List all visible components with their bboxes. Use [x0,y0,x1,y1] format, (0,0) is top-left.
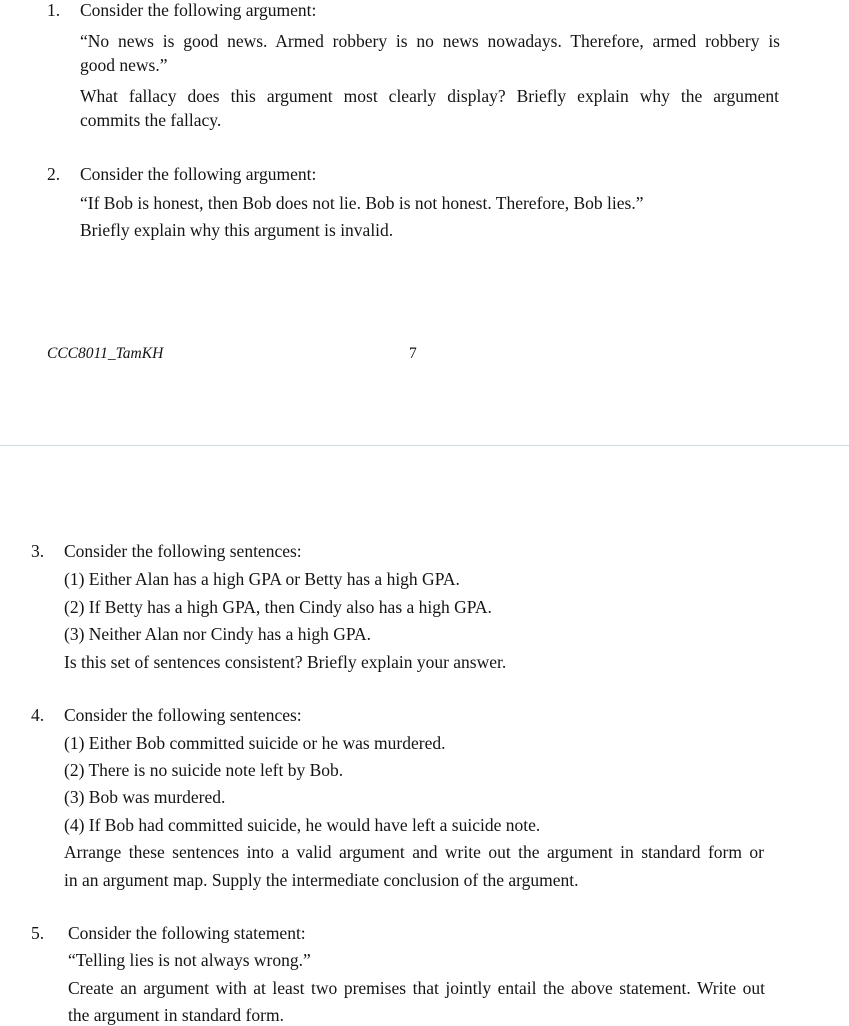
question-text-line: Briefly explain why this argument is invalid. [80,220,394,240]
question-text-line: Is this set of sentences consistent? Briefly explain your answer. [64,652,507,672]
page-number: 7 [409,345,417,362]
question-3 [31,541,791,681]
question-text-line: (2) There is no suicide note left by Bob. [64,760,344,780]
question-text-line: Consider the following argument: [80,164,317,184]
question-text-line: (1) Either Bob committed suicide or he was murdered. [64,733,446,753]
question-text-line: Consider the following statement: [68,923,306,943]
question-text-line: commits the fallacy. [80,110,222,130]
question-number: 4. [31,705,45,725]
question-text-line: What fallacy does this argument most clearly display? Briefly explain why the argument [80,86,779,106]
question-2 [47,164,787,244]
question-number: 3. [31,541,45,561]
question-number: 2. [47,164,61,184]
question-text-line: in an argument map. Supply the intermediate conclusion of the argument. [64,870,579,890]
question-text-line: Consider the following sentences: [64,705,302,725]
question-text-line: Consider the following sentences: [64,541,302,561]
question-text-line: the argument in standard form. [68,1005,284,1025]
question-text-line: (3) Neither Alan nor Cindy has a high GPA. [64,624,372,644]
question-text-line: (1) Either Alan has a high GPA or Betty has a high GPA. [64,569,460,589]
question-text-line: Consider the following argument: [80,0,317,20]
question-text-line: (2) If Betty has a high GPA, then Cindy also has a high GPA. [64,597,492,617]
question-4 [31,705,791,895]
question-text-line: “If Bob is honest, then Bob does not lie. Bob is not honest. Therefore, Bob lies.” [80,193,644,213]
question-text-line: “No news is good news. Armed robbery is no news nowadays. Therefore, armed robbery is [80,31,780,51]
course-code-footer: CCC8011_TamKH [47,345,164,362]
question-text-line: (4) If Bob had committed suicide, he would have left a suicide note. [64,815,541,835]
question-1 [47,0,787,135]
question-text-line: Create an argument with at least two premises that jointly entail the above statement. Write out [68,978,765,998]
question-number: 5. [31,923,45,943]
question-text-line: (3) Bob was murdered. [64,787,226,807]
question-5 [31,923,791,1024]
question-number: 1. [47,0,61,20]
question-text-line: good news.” [80,55,168,75]
page-divider [0,445,849,446]
question-text-line: “Telling lies is not always wrong.” [68,950,311,970]
question-text-line: Arrange these sentences into a valid argument and write out the argument in standard form or [64,842,764,862]
